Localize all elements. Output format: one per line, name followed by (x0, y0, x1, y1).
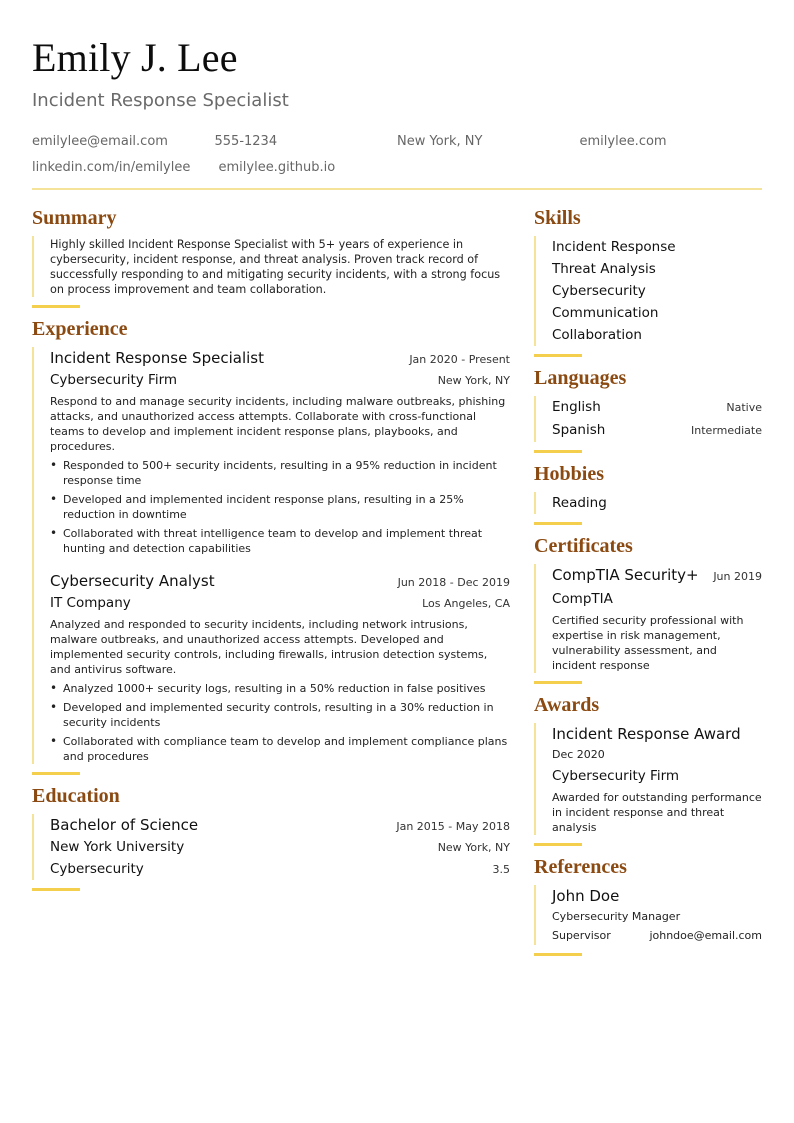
contact-info (32, 128, 762, 180)
skill-item: Cybersecurity (552, 283, 646, 299)
achievement-item: • Analyzed 1000+ security logs, resulting in a 50% reduction in false positives (50, 681, 510, 696)
education-section (32, 784, 510, 891)
education-body (32, 814, 510, 880)
experience-body (32, 347, 510, 764)
language-item (552, 419, 762, 442)
education-dates: Jan 2015 - May 2018 (396, 820, 510, 833)
experience-entry (50, 570, 510, 764)
skill-item: Incident Response (552, 239, 676, 255)
hobbies-heading: Hobbies (534, 463, 605, 485)
certificate-description: Certified security professional with expertise in risk management, vulnerability assessment, and incident response (552, 614, 744, 672)
award-date: Dec 2020 (552, 748, 605, 761)
certificates-heading: Certificates (534, 535, 633, 557)
language-level: Intermediate (691, 424, 762, 437)
main-column (32, 206, 510, 900)
awards-section (534, 693, 762, 846)
experience-section (32, 317, 510, 775)
contact-location: New York, NY (397, 133, 483, 149)
skill-item: Threat Analysis (552, 261, 656, 277)
languages-section (534, 366, 762, 453)
section-divider (32, 305, 80, 308)
achievement-item: • Collaborated with threat intelligence team to develop and implement threat hunting and detection capabilities (50, 526, 510, 556)
language-level: Native (726, 401, 762, 414)
language-name: Spanish (552, 422, 606, 438)
education-heading: Education (32, 785, 120, 807)
section-divider (32, 888, 80, 891)
contact-linkedin[interactable]: linkedin.com/in/emilylee (32, 159, 191, 175)
hobbies-body (534, 492, 762, 514)
summary-text: Highly skilled Incident Response Specialist with 5+ years of experience in cybersecurity, incident response, and threat analysis. Proven track record of successfully responding to and mitigating security incidents, with a strong focus on process improvement and team collaboration. (50, 238, 501, 296)
degree: Bachelor of Science (50, 816, 199, 834)
contact-email[interactable]: emilylee@email.com (32, 133, 168, 149)
header-divider (32, 188, 762, 190)
job-title: Incident Response Specialist (50, 349, 264, 367)
school: New York University (50, 839, 185, 855)
job-achievements (50, 458, 510, 556)
section-divider (534, 843, 582, 846)
skills-section (534, 206, 762, 357)
certificate-date: Jun 2019 (713, 570, 762, 583)
references-body (534, 885, 762, 945)
skills-heading: Skills (534, 207, 581, 229)
skill-item: Collaboration (552, 327, 642, 343)
experience-heading: Experience (32, 318, 128, 340)
section-divider (534, 450, 582, 453)
awards-heading: Awards (534, 694, 600, 716)
job-dates: Jan 2020 - Present (409, 353, 510, 366)
award-title: Incident Response Award (552, 725, 741, 743)
reference-name: John Doe (552, 887, 620, 905)
certificates-section (534, 534, 762, 684)
education-location: New York, NY (437, 841, 510, 854)
achievement-item: • Responded to 500+ security incidents, resulting in a 95% reduction in incident response time (50, 458, 510, 488)
achievement-item: • Developed and implemented security controls, resulting in a 30% reduction in security incidents (50, 700, 510, 730)
summary-heading: Summary (32, 207, 117, 229)
language-name: English (552, 399, 601, 415)
job-description: Respond to and manage security incidents, including malware outbreaks, phishing attacks, and unauthorized access attempts. Collaborate with cross-functional teams to develop and implement incident response plans, playbooks, and procedures. (50, 395, 506, 453)
award-description: Awarded for outstanding performance in incident response and threat analysis (552, 791, 762, 834)
hobbies-section (534, 462, 762, 525)
job-location: Los Angeles, CA (422, 597, 510, 610)
candidate-name: Emily J. Lee (32, 35, 238, 80)
languages-heading: Languages (534, 367, 627, 389)
summary-body (32, 236, 510, 297)
job-location: New York, NY (437, 374, 510, 387)
job-achievements (50, 681, 510, 764)
field-of-study: Cybersecurity (50, 861, 144, 877)
section-divider (534, 953, 582, 956)
references-heading: References (534, 856, 627, 878)
job-description: Analyzed and responded to security incidents, including network intrusions, malware outbreaks, and unauthorized access attempts. Developed and implemented security controls, including firewalls, intrusion detection systems, and antivirus software. (50, 618, 488, 676)
contact-phone: 555-1234 (214, 133, 278, 149)
gpa: 3.5 (492, 863, 510, 876)
job-company: Cybersecurity Firm (50, 372, 178, 388)
candidate-headline: Incident Response Specialist (32, 90, 289, 111)
certificates-body (534, 564, 762, 673)
hobby-item: Reading (552, 495, 607, 511)
job-dates: Jun 2018 - Dec 2019 (397, 576, 510, 589)
contact-github[interactable]: emilylee.github.io (218, 159, 336, 175)
contact-website[interactable]: emilylee.com (579, 133, 667, 149)
achievement-item: • Developed and implemented incident response plans, resulting in a 25% reduction in downtime (50, 492, 510, 522)
reference-position: Cybersecurity Manager (552, 910, 681, 923)
references-section (534, 855, 762, 956)
skills-body (534, 236, 762, 346)
awards-body (534, 723, 762, 835)
certificate-name: CompTIA Security+ (552, 566, 699, 584)
certificate-issuer: CompTIA (552, 591, 613, 607)
languages-body (534, 396, 762, 442)
language-item (552, 396, 762, 419)
section-divider (32, 772, 80, 775)
achievement-item: • Collaborated with compliance team to develop and implement compliance plans and procedures (50, 734, 510, 764)
side-column (534, 206, 762, 965)
section-divider (534, 522, 582, 525)
job-company: IT Company (50, 595, 131, 611)
award-issuer: Cybersecurity Firm (552, 768, 680, 784)
skill-item: Communication (552, 305, 659, 321)
section-divider (534, 354, 582, 357)
reference-relationship: Supervisor (552, 929, 611, 942)
section-divider (534, 681, 582, 684)
job-title: Cybersecurity Analyst (50, 572, 215, 590)
summary-section (32, 206, 510, 308)
experience-entry (50, 347, 510, 556)
reference-email[interactable]: johndoe@email.com (649, 929, 762, 942)
